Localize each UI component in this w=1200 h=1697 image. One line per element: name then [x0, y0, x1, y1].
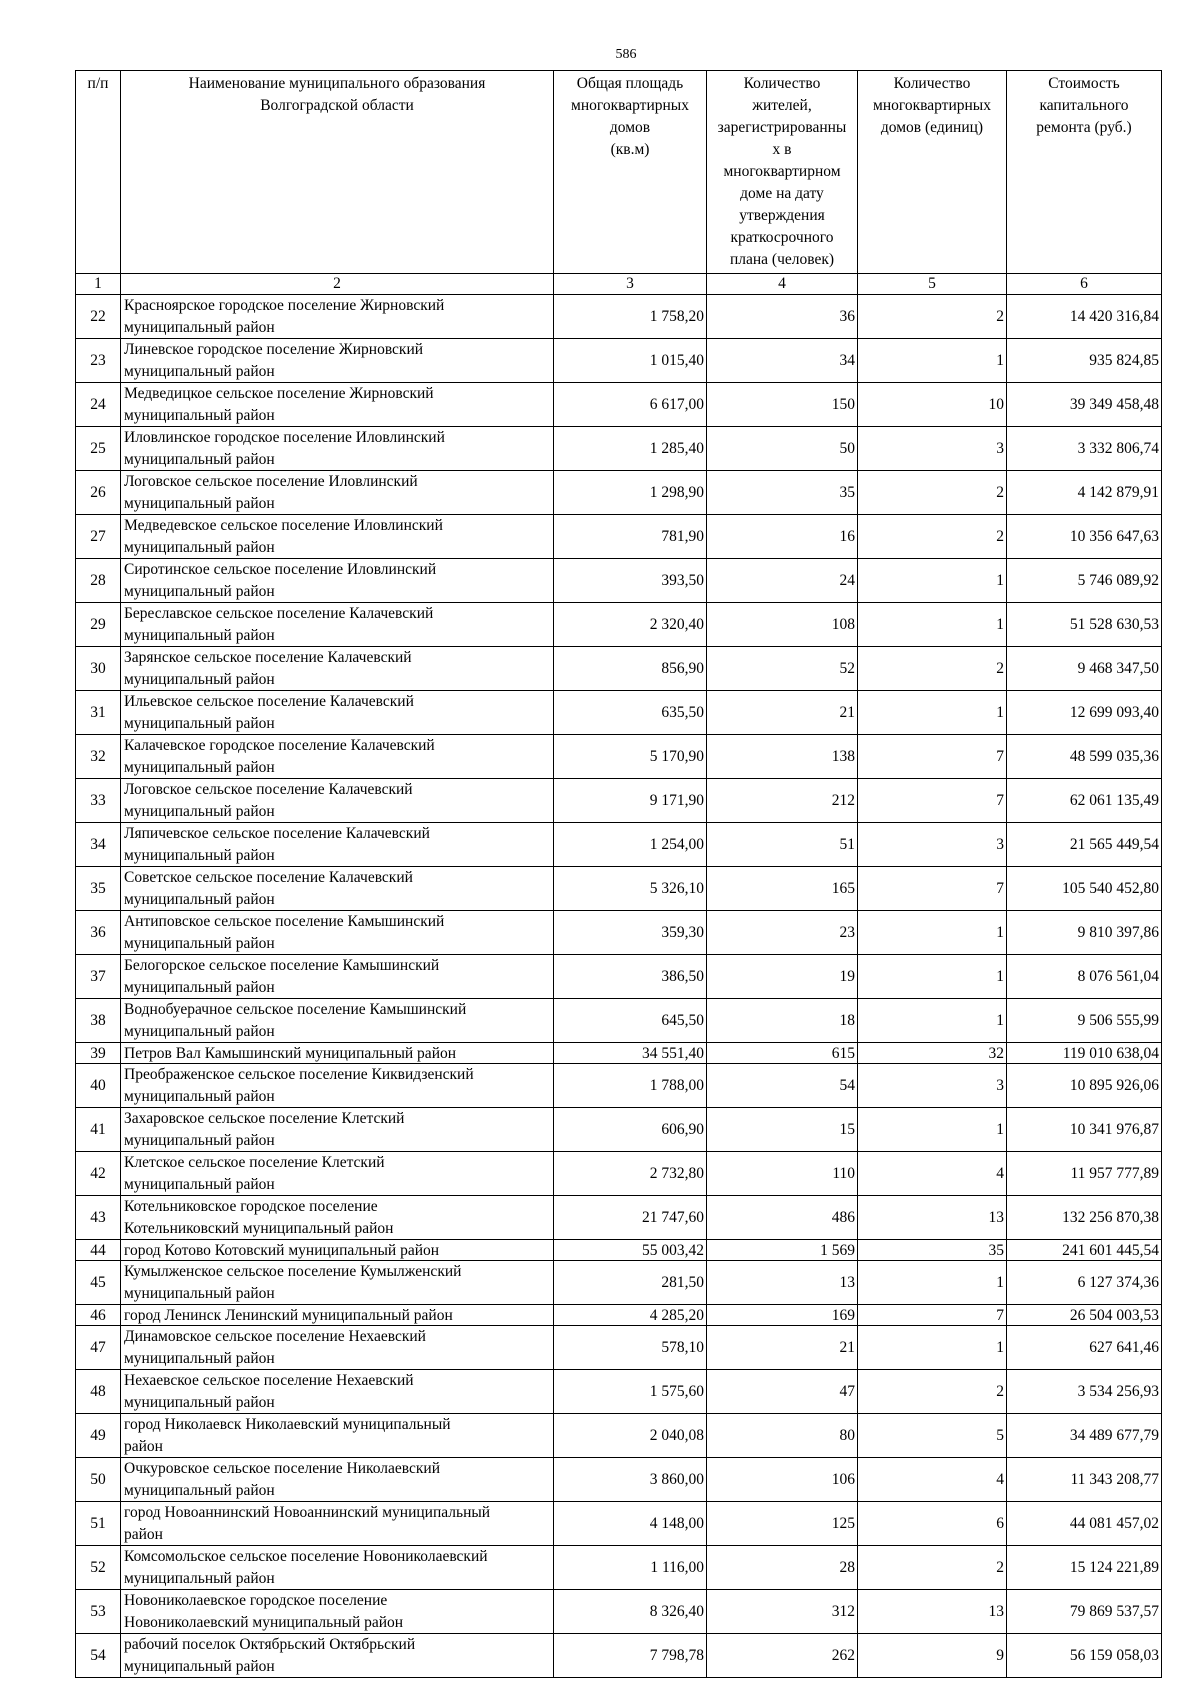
row-houses: 1 — [858, 339, 1007, 383]
row-area: 1 788,00 — [554, 1064, 707, 1108]
row-municipality: Медведевское сельское поселение Иловлинский муниципальный район — [121, 515, 554, 559]
row-municipality: Очкуровское сельское поселение Николаевский муниципальный район — [121, 1458, 554, 1502]
row-cost: 935 824,85 — [1007, 339, 1162, 383]
row-municipality: Клетское сельское поселение Клетский муниципальный район — [121, 1152, 554, 1196]
row-cost: 9 506 555,99 — [1007, 999, 1162, 1043]
row-cost: 9 468 347,50 — [1007, 647, 1162, 691]
row-cost: 15 124 221,89 — [1007, 1546, 1162, 1590]
table-row — [76, 1305, 1162, 1326]
column-number: 2 — [121, 274, 554, 295]
row-residents: 108 — [707, 603, 858, 647]
row-index: 31 — [76, 691, 121, 735]
table-row — [76, 1152, 1162, 1196]
row-cost: 8 076 561,04 — [1007, 955, 1162, 999]
table-row — [76, 1370, 1162, 1414]
row-houses: 2 — [858, 295, 1007, 339]
row-residents: 51 — [707, 823, 858, 867]
row-area: 3 860,00 — [554, 1458, 707, 1502]
row-cost: 44 081 457,02 — [1007, 1502, 1162, 1546]
row-houses: 13 — [858, 1590, 1007, 1634]
row-houses: 1 — [858, 911, 1007, 955]
row-index: 48 — [76, 1370, 121, 1414]
row-municipality: Котельниковское городское поселение Котельниковский муниципальный район — [121, 1196, 554, 1240]
row-area: 9 171,90 — [554, 779, 707, 823]
row-municipality: Ляпичевское сельское поселение Калачевский муниципальный район — [121, 823, 554, 867]
row-municipality: Воднобуерачное сельское поселение Камышинский муниципальный район — [121, 999, 554, 1043]
table-row — [76, 1502, 1162, 1546]
row-residents: 23 — [707, 911, 858, 955]
row-municipality: Кумылженское сельское поселение Кумылженский муниципальный район — [121, 1261, 554, 1305]
row-area: 1 116,00 — [554, 1546, 707, 1590]
table-row — [76, 1043, 1162, 1064]
row-cost: 62 061 135,49 — [1007, 779, 1162, 823]
row-area: 1 254,00 — [554, 823, 707, 867]
row-houses: 1 — [858, 1108, 1007, 1152]
column-number: 6 — [1007, 274, 1162, 295]
row-residents: 28 — [707, 1546, 858, 1590]
row-area: 55 003,42 — [554, 1240, 707, 1261]
row-residents: 615 — [707, 1043, 858, 1064]
row-residents: 1 569 — [707, 1240, 858, 1261]
row-cost: 51 528 630,53 — [1007, 603, 1162, 647]
row-municipality: Советское сельское поселение Калачевский муниципальный район — [121, 867, 554, 911]
row-cost: 4 142 879,91 — [1007, 471, 1162, 515]
row-municipality: Логовское сельское поселение Иловлинский муниципальный район — [121, 471, 554, 515]
row-index: 43 — [76, 1196, 121, 1240]
row-municipality: Сиротинское сельское поселение Иловлинский муниципальный район — [121, 559, 554, 603]
row-municipality: город Новоаннинский Новоаннинский муниципальный район — [121, 1502, 554, 1546]
row-area: 1 298,90 — [554, 471, 707, 515]
row-cost: 119 010 638,04 — [1007, 1043, 1162, 1064]
row-residents: 486 — [707, 1196, 858, 1240]
row-area: 2 732,80 — [554, 1152, 707, 1196]
row-residents: 52 — [707, 647, 858, 691]
row-houses: 3 — [858, 823, 1007, 867]
row-houses: 3 — [858, 1064, 1007, 1108]
row-residents: 138 — [707, 735, 858, 779]
table-row — [76, 339, 1162, 383]
row-residents: 24 — [707, 559, 858, 603]
row-municipality: Зарянское сельское поселение Калачевский муниципальный район — [121, 647, 554, 691]
row-houses: 10 — [858, 383, 1007, 427]
table-row — [76, 823, 1162, 867]
row-area: 578,10 — [554, 1326, 707, 1370]
repair-program-table — [75, 70, 1162, 1678]
row-residents: 15 — [707, 1108, 858, 1152]
row-area: 5 326,10 — [554, 867, 707, 911]
table-row — [76, 1064, 1162, 1108]
row-residents: 110 — [707, 1152, 858, 1196]
table-row — [76, 559, 1162, 603]
row-houses: 2 — [858, 1546, 1007, 1590]
row-municipality: Петров Вал Камышинский муниципальный район — [121, 1043, 554, 1064]
row-residents: 150 — [707, 383, 858, 427]
row-houses: 2 — [858, 1370, 1007, 1414]
row-index: 26 — [76, 471, 121, 515]
row-index: 29 — [76, 603, 121, 647]
table-row — [76, 955, 1162, 999]
row-houses: 4 — [858, 1458, 1007, 1502]
row-area: 856,90 — [554, 647, 707, 691]
row-area: 1 575,60 — [554, 1370, 707, 1414]
row-area: 1 758,20 — [554, 295, 707, 339]
row-houses: 1 — [858, 1261, 1007, 1305]
row-index: 37 — [76, 955, 121, 999]
table-row — [76, 735, 1162, 779]
row-municipality: Медведицкое сельское поселение Жирновский муниципальный район — [121, 383, 554, 427]
page-number: 586 — [615, 47, 637, 62]
row-index: 28 — [76, 559, 121, 603]
row-cost: 39 349 458,48 — [1007, 383, 1162, 427]
header-residents: Количество жителей, зарегистрированны х в многоквартирном доме на дату утверждения краткосрочного плана (человек) — [707, 71, 858, 274]
row-houses: 32 — [858, 1043, 1007, 1064]
row-houses: 2 — [858, 471, 1007, 515]
row-cost: 5 746 089,92 — [1007, 559, 1162, 603]
row-area: 781,90 — [554, 515, 707, 559]
row-area: 393,50 — [554, 559, 707, 603]
row-municipality: Красноярское городское поселение Жирновский муниципальный район — [121, 295, 554, 339]
row-municipality: Антиповское сельское поселение Камышинский муниципальный район — [121, 911, 554, 955]
row-municipality: Преображенское сельское поселение Киквидзенский муниципальный район — [121, 1064, 554, 1108]
row-municipality: Нехаевское сельское поселение Нехаевский муниципальный район — [121, 1370, 554, 1414]
row-municipality: Береславское сельское поселение Калачевский муниципальный район — [121, 603, 554, 647]
row-residents: 125 — [707, 1502, 858, 1546]
row-area: 606,90 — [554, 1108, 707, 1152]
row-index: 23 — [76, 339, 121, 383]
row-cost: 3 332 806,74 — [1007, 427, 1162, 471]
row-houses: 13 — [858, 1196, 1007, 1240]
row-index: 39 — [76, 1043, 121, 1064]
row-index: 52 — [76, 1546, 121, 1590]
table-row — [76, 1326, 1162, 1370]
row-cost: 9 810 397,86 — [1007, 911, 1162, 955]
row-index: 42 — [76, 1152, 121, 1196]
row-municipality: город Котово Котовский муниципальный район — [121, 1240, 554, 1261]
header-municipality: Наименование муниципального образования Волгоградской области — [121, 71, 554, 274]
row-index: 46 — [76, 1305, 121, 1326]
row-index: 47 — [76, 1326, 121, 1370]
row-houses: 1 — [858, 691, 1007, 735]
row-area: 1 285,40 — [554, 427, 707, 471]
table-row — [76, 1196, 1162, 1240]
row-residents: 34 — [707, 339, 858, 383]
row-residents: 312 — [707, 1590, 858, 1634]
row-houses: 7 — [858, 779, 1007, 823]
table-row — [76, 603, 1162, 647]
row-residents: 35 — [707, 471, 858, 515]
row-cost: 34 489 677,79 — [1007, 1414, 1162, 1458]
row-cost: 10 341 976,87 — [1007, 1108, 1162, 1152]
table-body — [76, 295, 1162, 1678]
column-number: 1 — [76, 274, 121, 295]
row-residents: 212 — [707, 779, 858, 823]
row-cost: 10 356 647,63 — [1007, 515, 1162, 559]
row-area: 386,50 — [554, 955, 707, 999]
row-index: 30 — [76, 647, 121, 691]
row-cost: 12 699 093,40 — [1007, 691, 1162, 735]
row-municipality: рабочий поселок Октябрьский Октябрьский муниципальный район — [121, 1634, 554, 1678]
row-area: 281,50 — [554, 1261, 707, 1305]
row-residents: 19 — [707, 955, 858, 999]
row-municipality: город Ленинск Ленинский муниципальный район — [121, 1305, 554, 1326]
row-municipality: Иловлинское городское поселение Иловлинский муниципальный район — [121, 427, 554, 471]
table-row — [76, 515, 1162, 559]
table-row — [76, 471, 1162, 515]
row-municipality: Динамовское сельское поселение Нехаевский муниципальный район — [121, 1326, 554, 1370]
row-area: 1 015,40 — [554, 339, 707, 383]
row-municipality: Калачевское городское поселение Калачевский муниципальный район — [121, 735, 554, 779]
table-row — [76, 1546, 1162, 1590]
row-municipality: Новониколаевское городское поселение Новониколаевский муниципальный район — [121, 1590, 554, 1634]
row-index: 36 — [76, 911, 121, 955]
row-municipality: Ильевское сельское поселение Калачевский муниципальный район — [121, 691, 554, 735]
row-municipality: Логовское сельское поселение Калачевский муниципальный район — [121, 779, 554, 823]
row-cost: 26 504 003,53 — [1007, 1305, 1162, 1326]
row-cost: 3 534 256,93 — [1007, 1370, 1162, 1414]
column-number: 3 — [554, 274, 707, 295]
row-houses: 1 — [858, 999, 1007, 1043]
row-index: 54 — [76, 1634, 121, 1678]
column-number-row — [76, 274, 1162, 295]
header-area: Общая площадь многоквартирных домов (кв.м) — [554, 71, 707, 274]
row-index: 50 — [76, 1458, 121, 1502]
row-houses: 1 — [858, 955, 1007, 999]
row-houses: 35 — [858, 1240, 1007, 1261]
header-cost: Стоимость капитального ремонта (руб.) — [1007, 71, 1162, 274]
row-cost: 14 420 316,84 — [1007, 295, 1162, 339]
row-cost: 79 869 537,57 — [1007, 1590, 1162, 1634]
table-row — [76, 1108, 1162, 1152]
row-residents: 169 — [707, 1305, 858, 1326]
column-number: 5 — [858, 274, 1007, 295]
table-row — [76, 383, 1162, 427]
row-residents: 36 — [707, 295, 858, 339]
row-area: 359,30 — [554, 911, 707, 955]
row-houses: 7 — [858, 867, 1007, 911]
row-municipality: Белогорское сельское поселение Камышинский муниципальный район — [121, 955, 554, 999]
row-area: 34 551,40 — [554, 1043, 707, 1064]
header-row — [76, 71, 1162, 274]
row-area: 4 285,20 — [554, 1305, 707, 1326]
row-index: 33 — [76, 779, 121, 823]
row-cost: 241 601 445,54 — [1007, 1240, 1162, 1261]
row-cost: 10 895 926,06 — [1007, 1064, 1162, 1108]
row-area: 2 320,40 — [554, 603, 707, 647]
header-houses: Количество многоквартирных домов (единиц) — [858, 71, 1007, 274]
row-cost: 21 565 449,54 — [1007, 823, 1162, 867]
row-cost: 105 540 452,80 — [1007, 867, 1162, 911]
row-index: 40 — [76, 1064, 121, 1108]
table-row — [76, 427, 1162, 471]
row-residents: 13 — [707, 1261, 858, 1305]
row-residents: 262 — [707, 1634, 858, 1678]
row-index: 34 — [76, 823, 121, 867]
row-cost: 132 256 870,38 — [1007, 1196, 1162, 1240]
table-row — [76, 911, 1162, 955]
row-area: 6 617,00 — [554, 383, 707, 427]
row-residents: 16 — [707, 515, 858, 559]
row-residents: 54 — [707, 1064, 858, 1108]
row-cost: 11 343 208,77 — [1007, 1458, 1162, 1502]
row-residents: 165 — [707, 867, 858, 911]
row-municipality: Линевское городское поселение Жирновский муниципальный район — [121, 339, 554, 383]
row-houses: 3 — [858, 427, 1007, 471]
table-row — [76, 1590, 1162, 1634]
table-row — [76, 295, 1162, 339]
row-index: 22 — [76, 295, 121, 339]
row-index: 45 — [76, 1261, 121, 1305]
row-index: 27 — [76, 515, 121, 559]
row-area: 645,50 — [554, 999, 707, 1043]
table-row — [76, 1458, 1162, 1502]
row-index: 51 — [76, 1502, 121, 1546]
row-houses: 1 — [858, 559, 1007, 603]
row-residents: 80 — [707, 1414, 858, 1458]
row-cost: 6 127 374,36 — [1007, 1261, 1162, 1305]
row-houses: 1 — [858, 1326, 1007, 1370]
row-residents: 18 — [707, 999, 858, 1043]
table-row — [76, 1634, 1162, 1678]
row-houses: 2 — [858, 515, 1007, 559]
row-index: 25 — [76, 427, 121, 471]
row-houses: 1 — [858, 603, 1007, 647]
row-cost: 56 159 058,03 — [1007, 1634, 1162, 1678]
row-index: 24 — [76, 383, 121, 427]
row-residents: 21 — [707, 1326, 858, 1370]
row-area: 4 148,00 — [554, 1502, 707, 1546]
row-municipality: Комсомольское сельское поселение Новониколаевский муниципальный район — [121, 1546, 554, 1590]
row-houses: 5 — [858, 1414, 1007, 1458]
row-index: 32 — [76, 735, 121, 779]
row-area: 21 747,60 — [554, 1196, 707, 1240]
row-residents: 106 — [707, 1458, 858, 1502]
table-row — [76, 647, 1162, 691]
row-area: 8 326,40 — [554, 1590, 707, 1634]
row-houses: 2 — [858, 647, 1007, 691]
row-cost: 11 957 777,89 — [1007, 1152, 1162, 1196]
header-index: п/п — [76, 71, 121, 274]
row-index: 35 — [76, 867, 121, 911]
row-residents: 47 — [707, 1370, 858, 1414]
row-residents: 50 — [707, 427, 858, 471]
table-row — [76, 691, 1162, 735]
row-index: 44 — [76, 1240, 121, 1261]
row-houses: 6 — [858, 1502, 1007, 1546]
row-cost: 48 599 035,36 — [1007, 735, 1162, 779]
row-area: 635,50 — [554, 691, 707, 735]
row-houses: 9 — [858, 1634, 1007, 1678]
row-index: 53 — [76, 1590, 121, 1634]
row-index: 41 — [76, 1108, 121, 1152]
table-row — [76, 999, 1162, 1043]
row-area: 7 798,78 — [554, 1634, 707, 1678]
row-residents: 21 — [707, 691, 858, 735]
table-row — [76, 1414, 1162, 1458]
row-houses: 7 — [858, 1305, 1007, 1326]
row-index: 49 — [76, 1414, 121, 1458]
table-row — [76, 779, 1162, 823]
row-municipality: Захаровское сельское поселение Клетский муниципальный район — [121, 1108, 554, 1152]
table-row — [76, 1240, 1162, 1261]
row-index: 38 — [76, 999, 121, 1043]
column-number: 4 — [707, 274, 858, 295]
table-row — [76, 867, 1162, 911]
row-cost: 627 641,46 — [1007, 1326, 1162, 1370]
row-houses: 4 — [858, 1152, 1007, 1196]
row-municipality: город Николаевск Николаевский муниципальный район — [121, 1414, 554, 1458]
row-houses: 7 — [858, 735, 1007, 779]
row-area: 2 040,08 — [554, 1414, 707, 1458]
row-area: 5 170,90 — [554, 735, 707, 779]
table-row — [76, 1261, 1162, 1305]
